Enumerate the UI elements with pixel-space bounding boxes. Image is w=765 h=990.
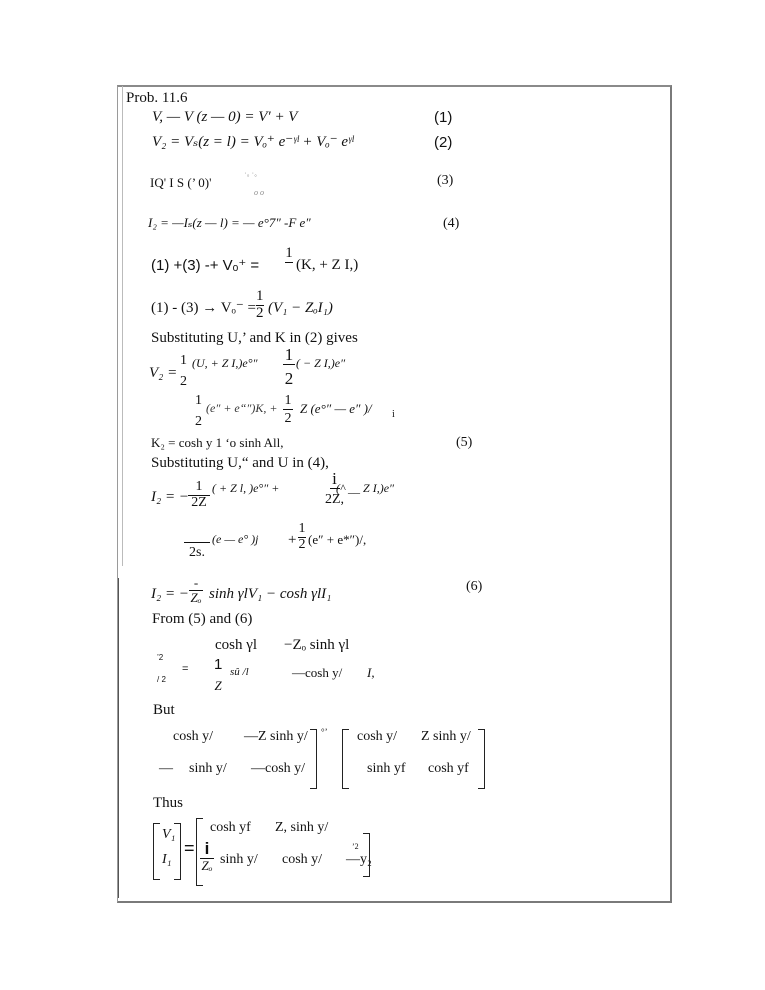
v2-term-d-fraction xyxy=(283,394,293,426)
substitution-text-1: Substituting U,’ and K in (2) gives xyxy=(151,330,358,346)
matrix3-left-bracket xyxy=(342,729,349,789)
sum-equation-right: (K, + Z I,) xyxy=(296,257,359,273)
matrix2-right-bracket xyxy=(310,729,317,789)
matrix3-r2c1: sinh yf xyxy=(367,761,406,776)
v2-lhs: V₂ = xyxy=(149,365,178,381)
i2-term-d: (e″ + e*″)/, xyxy=(308,532,367,547)
final-matrix-r2c2: cosh y/ xyxy=(282,852,323,867)
i2-term-c-fraction xyxy=(184,528,210,561)
fraction-numerator: i xyxy=(332,469,337,488)
fraction-numerator: 1 xyxy=(284,345,294,364)
fraction-numerator: 1 xyxy=(256,288,264,304)
fraction-numerator: 1 xyxy=(195,479,203,494)
v2-term-d: Z (e°″ — e″ )/ xyxy=(300,401,372,416)
i2-plus: + xyxy=(288,532,297,548)
fraction-numerator: 1 xyxy=(214,656,223,673)
matrix2-r2c1: sinh y/ xyxy=(189,761,227,776)
matrix2-r2c2: —cosh y/ xyxy=(251,761,306,776)
matrix1-lhs-top: ’2 xyxy=(157,653,164,662)
equation-6-body: sinh γlV₁ − cosh γlI₁ xyxy=(209,586,332,602)
equation-1: V, — V (z — 0) = V′ + V xyxy=(152,109,298,125)
fraction-denominator: 2 xyxy=(195,413,202,429)
matrix1-r2c3: I, xyxy=(367,665,375,680)
equation-2: V₂ = Vₛ(z = l) = Vₒ⁺ e⁻ᵞˡ + Vₒ⁻ eᵞˡ xyxy=(152,134,354,150)
fraction-denominator: 2s. xyxy=(189,545,205,560)
matrix1-r2c1: sû /l xyxy=(230,666,249,678)
matrix1-lhs-bottom: / 2 xyxy=(157,675,166,684)
v2-term-b-fraction xyxy=(283,346,295,388)
matrix1-equals: = xyxy=(182,663,189,675)
equation-3-number: (3) xyxy=(437,173,454,188)
equation-1-number: (1) xyxy=(434,109,453,126)
final-matrix-r2c3-top: ’2 xyxy=(352,842,359,851)
fraction-numerator: 1 xyxy=(195,393,202,408)
fraction-denominator: Zₒ xyxy=(190,589,202,605)
final-matrix-r2-fraction xyxy=(200,840,214,872)
fraction-denominator: 2 xyxy=(180,373,187,389)
equation-3: IQ' I S (’ 0)' xyxy=(150,175,212,190)
matrix1-r1c2: −Zₒ sinh γl xyxy=(284,637,350,653)
vector-right-bracket xyxy=(174,823,181,880)
matrix3-right-bracket xyxy=(478,729,485,789)
diff-equation-right: (V₁ − ZₒI₁) xyxy=(268,300,333,316)
sum-equation-fraction xyxy=(285,246,293,263)
equation-6-number: (6) xyxy=(466,579,483,594)
i2-lhs: I₂ = − xyxy=(151,489,189,505)
fraction-numerator: i xyxy=(204,839,210,858)
fraction-numerator: 1 xyxy=(285,245,293,261)
i2-term-c: (e — e° )j xyxy=(212,532,259,546)
sum-equation-left: (1) +(3) -+ Vₒ⁺ = xyxy=(151,257,260,274)
substitution-text-2: Substituting U,“ and U in (4), xyxy=(151,455,329,471)
matrix1-r2c2: —cosh y/ xyxy=(292,665,343,680)
i2-term-b: (^ __ Z I,)e″ xyxy=(336,481,395,495)
matrix1-r2-fraction xyxy=(214,657,222,692)
fraction-denominator: 2 xyxy=(284,410,292,426)
matrix3-r1c1: cosh y/ xyxy=(357,729,398,744)
diff-equation-left: (1) - (3) → Vₒ⁻ = xyxy=(151,300,256,316)
matrix2-r2c0: — xyxy=(159,761,173,776)
fraction-denominator: 2 xyxy=(284,368,294,388)
final-matrix-r2c3: —y₂ xyxy=(346,852,372,867)
matrix1-r1c1: cosh γl xyxy=(215,637,258,653)
i2-term-a-fraction xyxy=(188,480,210,510)
fraction-denominator: Z xyxy=(214,677,222,693)
v2-term-b: ( − Z I,)e″ xyxy=(296,356,346,370)
fraction-numerator: 1 xyxy=(298,521,306,536)
equation-6-lhs: I₂ = − xyxy=(151,586,189,602)
equation-4-number: (4) xyxy=(443,216,460,231)
final-matrix-right-bracket xyxy=(363,833,370,877)
vector-left-bracket xyxy=(153,823,160,880)
frame-inner-rule xyxy=(122,86,123,566)
v2-term-c-fraction xyxy=(195,394,202,429)
v2-term-d-subscript: i xyxy=(392,409,395,420)
equation-4: I₂ = —Iₛ(z — l) = — e°7″ -F e″ xyxy=(148,215,311,230)
i2-term-d-fraction xyxy=(298,522,306,552)
matrix2-r1c2: —Z sinh y/ xyxy=(244,729,308,744)
equation-3-subscripts: o o xyxy=(254,188,264,197)
fraction-denominator: Zₒ xyxy=(201,857,213,873)
matrix3-r2c2: cosh yf xyxy=(428,761,469,776)
fraction-denominator: 2Z, xyxy=(325,491,345,507)
fraction-denominator: 2 xyxy=(256,304,264,321)
final-matrix-r1c2: Z, sinh y/ xyxy=(275,820,329,835)
v2-term-a: (U, + Z I,)e°″ xyxy=(192,356,258,370)
from-text: From (5) and (6) xyxy=(152,611,253,627)
equation-5: K₂ = cosh y 1 ‘o sinh All, xyxy=(151,435,284,450)
fraction-denominator: 2 xyxy=(298,536,306,552)
final-matrix-r1c1: cosh yf xyxy=(210,820,251,835)
matrix2-superscript: °’ xyxy=(321,727,328,737)
vector-bottom: I₁ xyxy=(162,852,172,867)
equation-5-number: (5) xyxy=(456,435,473,450)
final-equals: = xyxy=(184,838,195,858)
matrix3-r1c2: Z sinh y/ xyxy=(421,729,471,744)
fraction-numerator: 1 xyxy=(180,353,187,368)
fraction-numerator: - xyxy=(193,575,199,590)
i2-term-a: ( + Z l, )e°″ + xyxy=(212,481,280,495)
thus-text: Thus xyxy=(153,795,183,811)
frame-inner-rule-lower xyxy=(118,578,119,898)
equation-3-marks: ˙◦ ˙◦ xyxy=(244,171,257,180)
v2-term-a-fraction xyxy=(180,354,187,389)
but-text: But xyxy=(153,702,175,718)
matrix2-r1c1: cosh y/ xyxy=(173,729,214,744)
fraction-numerator: 1 xyxy=(284,393,292,408)
diff-equation-fraction xyxy=(256,289,264,322)
problem-title: Prob. 11.6 xyxy=(126,90,188,106)
final-matrix-r2c1: sinh y/ xyxy=(220,852,258,867)
equation-6-fraction xyxy=(189,576,203,604)
fraction-denominator: 2Z xyxy=(191,494,207,510)
vector-top: V₁ xyxy=(162,827,176,842)
v2-term-c: (e″ + e“″)K, + xyxy=(206,401,278,415)
equation-2-number: (2) xyxy=(434,134,453,151)
